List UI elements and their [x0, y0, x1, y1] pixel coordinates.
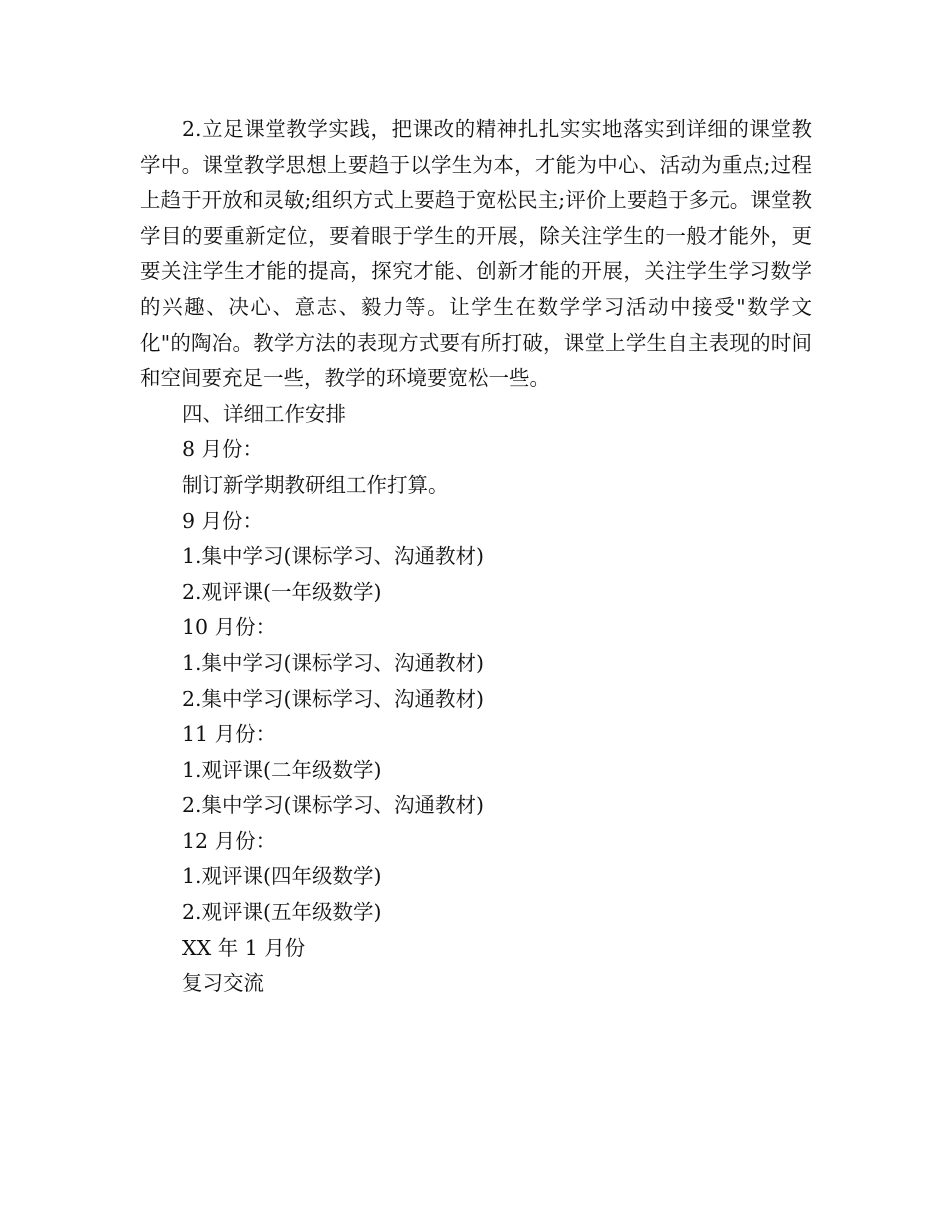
- month-heading: 10 月份：: [182, 615, 277, 640]
- month-heading: 11 月份：: [182, 722, 277, 747]
- plan-item: 1.集中学习(课标学习、沟通教材): [182, 650, 485, 675]
- month-heading: XX 年 1 月份: [182, 935, 306, 960]
- plan-item: 2.集中学习(课标学习、沟通教材): [182, 686, 485, 711]
- month-heading: 9 月份：: [182, 508, 264, 533]
- plan-item: 1.观评课(二年级数学): [182, 757, 382, 782]
- month-heading: 8 月份：: [182, 437, 264, 462]
- body-paragraph: 2.立足课堂教学实践，把课改的精神扎扎实实地落实到详细的课堂教学中。课堂教学思想上要趋于以学生为本，才能为中心、活动为重点;过程上趋于开放和灵敏;组织方式上要趋于宽松民主;评价上要趋于多元。课堂教学目的要重新定位，要着眼于学生的开展，除关注学生的一般才能外，更要关注学生才能的提高，探究才能、创新才能的开展，关注学生学习数学的兴趣、决心、意志、毅力等。让学生在数学学习活动中接受"数学文化"的陶冶。教学方法的表现方式要有所打破，课堂上学生自主表现的时间和空间要充足一些，教学的环境要宽松一些。: [140, 117, 812, 391]
- plan-item: 1.观评课(四年级数学): [182, 864, 382, 889]
- plan-item: 制订新学期教研组工作打算。: [182, 472, 449, 497]
- section-heading: 四、详细工作安排: [182, 401, 346, 426]
- plan-item: 1.集中学习(课标学习、沟通教材): [182, 544, 485, 569]
- plan-item: 2.观评课(一年级数学): [182, 579, 382, 604]
- month-heading: 12 月份：: [182, 828, 277, 853]
- plan-item: 2.观评课(五年级数学): [182, 900, 382, 925]
- plan-item: 复习交流: [182, 971, 264, 996]
- plan-item: 2.集中学习(课标学习、沟通教材): [182, 793, 485, 818]
- document-body: [140, 112, 812, 1002]
